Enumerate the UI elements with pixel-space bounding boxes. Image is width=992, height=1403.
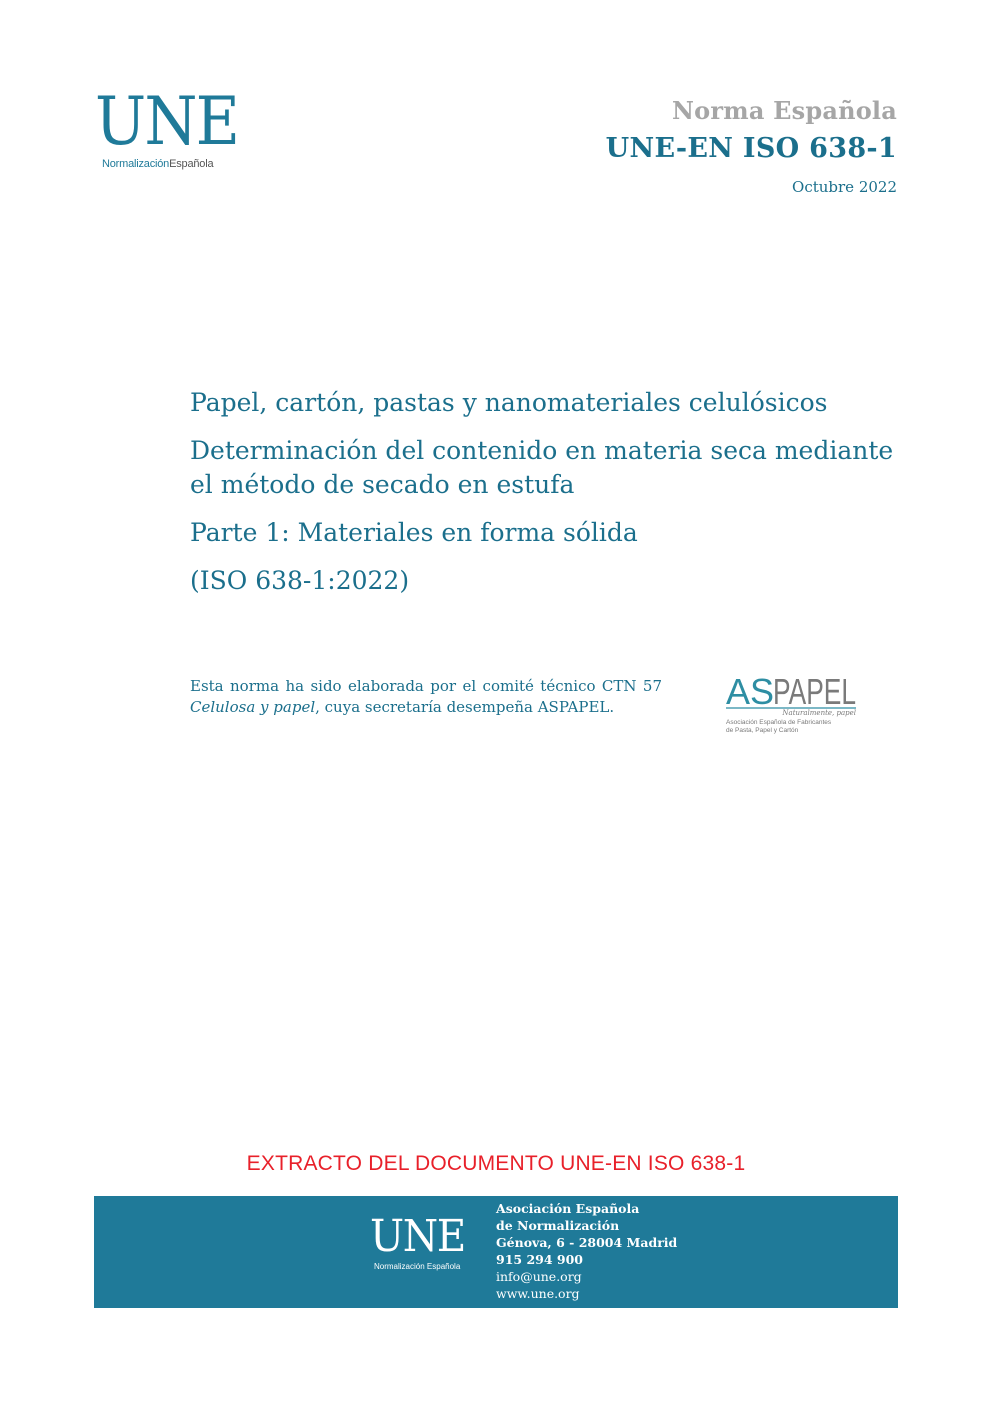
title-main: Papel, cartón, pastas y nanomateriales celulósicos — [190, 388, 828, 417]
footer-phone: 915 294 900 — [496, 1252, 583, 1267]
une-logo-sub-a: Normalización — [102, 158, 170, 170]
aspapel-logo-graphic — [726, 670, 866, 740]
title-iso-reference: (ISO 638-1:2022) — [190, 566, 410, 595]
committee-note — [190, 676, 662, 718]
aspapel-papel: PAPEL — [773, 671, 856, 712]
publication-date: Octubre 2022 — [792, 178, 897, 196]
une-logo — [95, 83, 245, 170]
aspapel-line-1: Asociación Española de Fabricantes — [726, 719, 832, 726]
document-header — [606, 96, 897, 196]
norma-label: Norma Española — [672, 96, 897, 125]
footer-une-logo-subtitle: Normalización Española — [374, 1262, 461, 1271]
footer-org-line-1: Asociación Española — [496, 1201, 640, 1216]
title-part: Parte 1: Materiales en forma sólida — [190, 518, 638, 547]
footer-website[interactable]: www.une.org — [496, 1286, 580, 1301]
standard-code: UNE-EN ISO 638-1 — [605, 133, 897, 164]
footer-une-logo — [370, 1211, 473, 1271]
committee-text-after: , cuya secretaría desempeña ASPAPEL. — [315, 698, 615, 716]
aspapel-slogan: Naturalmente, papel — [782, 709, 856, 717]
aspapel-logo — [726, 670, 866, 740]
footer-une-logo-word: UNE — [370, 1211, 465, 1262]
footer-address: Génova, 6 - 28004 Madrid — [496, 1235, 678, 1250]
aspapel-as: AS — [726, 671, 775, 712]
committee-text-before: Esta norma ha sido elaborada por el comité técnico CTN 57 — [190, 677, 662, 695]
une-logo-sub-b: Española — [169, 158, 214, 170]
aspapel-line-2: de Pasta, Papel y Cartón — [726, 727, 799, 734]
document-titles — [190, 386, 910, 612]
extract-notice: EXTRACTO DEL DOCUMENTO UNE-EN ISO 638-1 — [246, 1152, 746, 1175]
une-logo-word: UNE — [95, 83, 239, 160]
footer-contact — [496, 1200, 677, 1302]
footer-band — [94, 1196, 898, 1308]
title-subject: Determinación del contenido en materia seca mediante el método de secado en estufa — [190, 436, 894, 499]
footer-email[interactable]: info@une.org — [496, 1269, 582, 1284]
footer-org-line-2: de Normalización — [496, 1218, 620, 1233]
committee-name: Celulosa y papel — [190, 698, 316, 716]
